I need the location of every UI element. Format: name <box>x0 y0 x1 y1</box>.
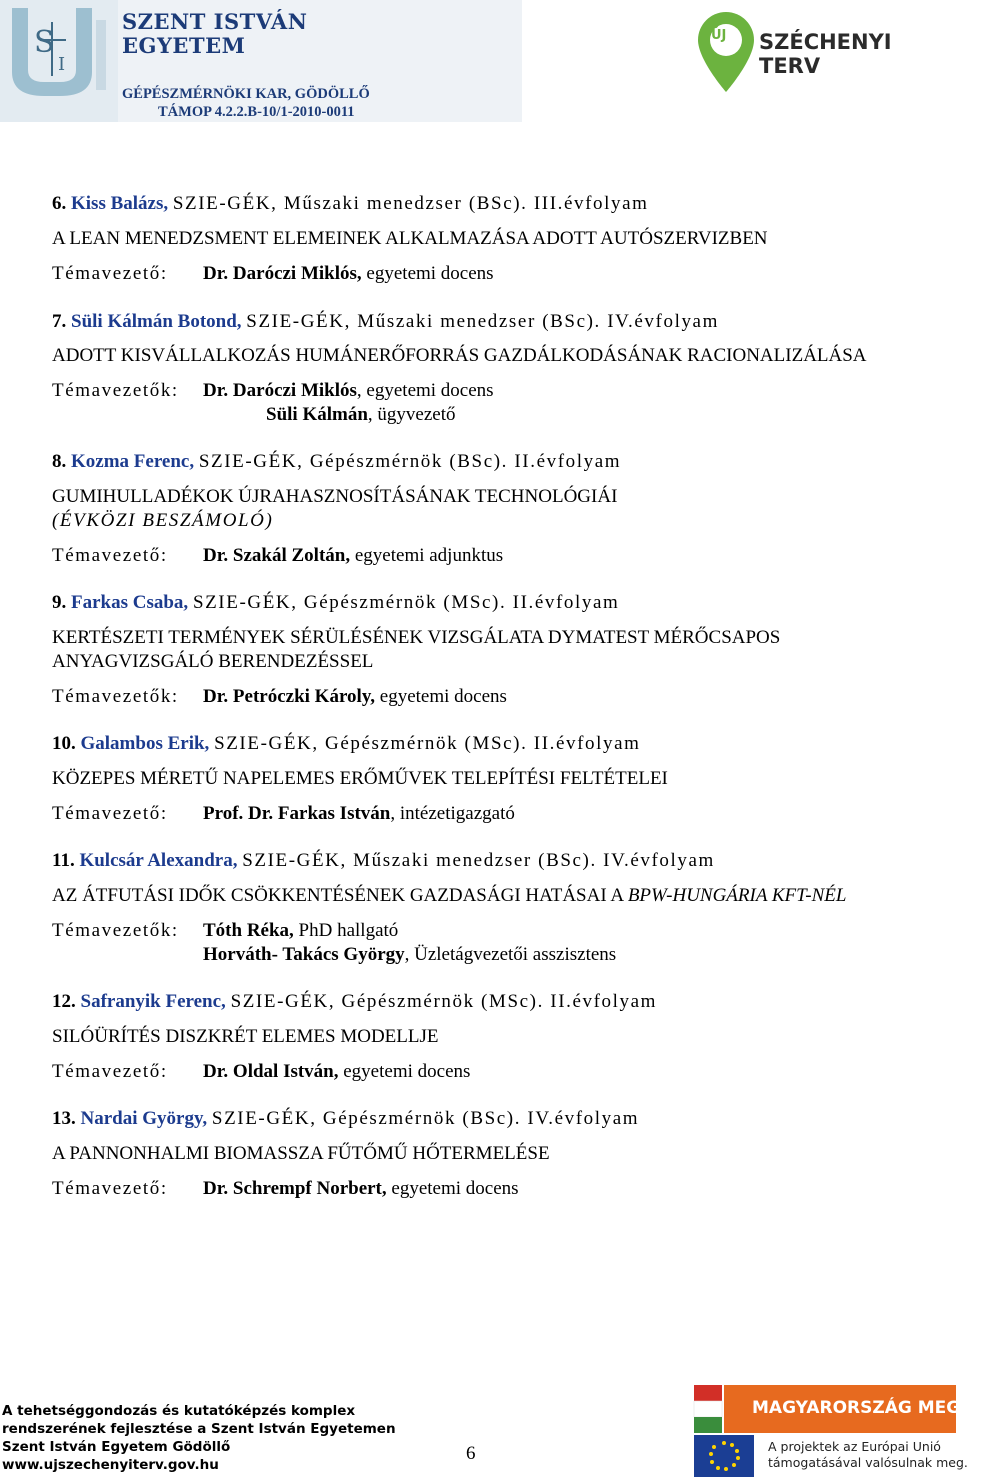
thesis-title <box>52 1026 439 1048</box>
student-name: Nardai György, <box>80 1108 208 1129</box>
supervisor-name: Dr. Oldal István, <box>203 1061 339 1082</box>
student-details: SZIE-GÉK, Gépészmérnök (BSc). II.évfolyam <box>198 451 622 472</box>
student-details: SZIE-GÉK, Műszaki menedzser (BSc). III.évfolyam <box>172 193 649 214</box>
entry-header <box>52 1108 639 1130</box>
thesis-title-company: BPW-HUNGÁRIA KFT-NÉL <box>627 885 847 906</box>
co-supervisor-role: , Üzletágvezetői asszisztens <box>404 944 617 965</box>
entry-header <box>52 451 621 473</box>
magyarorszag-megujul-logo <box>694 1385 1005 1479</box>
supervisor-label: Témavezető: <box>52 545 168 566</box>
entry-header <box>52 193 649 215</box>
footer-line-2: rendszerének fejlesztése a Szent István Egyetemen <box>2 1421 396 1437</box>
thesis-title-text: SILÓÜRÍTÉS DISZKRÉT ELEMES MODELLJE <box>52 1026 439 1047</box>
svg-text:S: S <box>34 25 55 60</box>
thesis-title-text: A PANNONHALMI BIOMASSZA FŰTŐMŰ HŐTERMELÉSE <box>52 1143 550 1164</box>
student-name: Farkas Csaba, <box>71 592 189 613</box>
eu-support-text: A projektek az Európai Unió támogatásával valósulnak meg. <box>768 1439 968 1470</box>
thesis-title <box>52 768 668 790</box>
co-supervisor-line <box>266 404 455 426</box>
mm-banner-text: MAGYARORSZÁG MEGÚJUL <box>752 1398 1005 1418</box>
thesis-title-text: KERTÉSZETI TERMÉNYEK SÉRÜLÉSÉNEK VIZSGÁLATA DYMATEST MÉRŐCSAPOS <box>52 627 781 648</box>
entry-header <box>52 991 657 1013</box>
student-name: Kozma Ferenc, <box>71 451 195 472</box>
student-name: Kulcsár Alexandra, <box>79 850 238 871</box>
supervisor-name: Dr. Daróczi Miklós <box>203 380 357 401</box>
thesis-title <box>52 486 617 508</box>
university-name: SZENT ISTVÁN EGYETEM <box>122 9 308 58</box>
thesis-title <box>52 228 768 250</box>
supervisor-role: egyetemi docens <box>361 263 494 284</box>
entry-header <box>52 850 715 872</box>
supervisor-name: Tóth Réka, <box>203 920 294 941</box>
supervisor-line <box>52 545 503 567</box>
supervisor-role: PhD hallgató <box>293 920 399 941</box>
supervisor-label: Témavezetők: <box>52 686 179 707</box>
supervisor-line <box>52 380 494 402</box>
szechenyi-badge: ÚJ <box>711 28 727 43</box>
supervisor-line <box>52 686 507 708</box>
supervisor-label: Témavezető: <box>52 263 168 284</box>
entry-header <box>52 592 619 614</box>
entry-number: 12. <box>52 991 76 1012</box>
student-details: SZIE-GÉK, Gépészmérnök (MSc). II.évfolyam <box>214 733 641 754</box>
supervisor-line <box>52 920 398 942</box>
page-number: 6 <box>466 1443 476 1464</box>
supervisor-label: Témavezetők: <box>52 920 179 941</box>
thesis-title-line-2: (ÉVKÖZI BESZÁMOLÓ) <box>52 510 274 531</box>
student-details: SZIE-GÉK, Gépészmérnök (MSc). II.évfolyam <box>192 592 620 613</box>
tamop-code: TÁMOP 4.2.2.B-10/1-2010-0011 <box>158 104 355 120</box>
entry-header <box>52 733 641 755</box>
thesis-title <box>52 345 867 367</box>
supervisor-role: egyetemi docens <box>338 1061 471 1082</box>
co-supervisor-line <box>203 944 616 966</box>
supervisor-name: Dr. Schrempf Norbert, <box>203 1178 387 1199</box>
supervisor-name: Dr. Petróczki Károly, <box>203 686 376 707</box>
supervisor-name: Prof. Dr. Farkas István <box>203 803 391 824</box>
entry-number: 13. <box>52 1108 76 1129</box>
thesis-title-text: KÖZEPES MÉRETŰ NAPELEMES ERŐMŰVEK TELEPÍTÉSI FELTÉTELEI <box>52 768 668 789</box>
footer-line-3: Szent István Egyetem Gödöllő <box>2 1439 231 1455</box>
supervisor-name: Dr. Szakál Zoltán, <box>203 545 351 566</box>
co-supervisor-role: , ügyvezető <box>367 404 456 425</box>
entry-number: 7. <box>52 311 67 332</box>
entry-number: 6. <box>52 193 67 214</box>
thesis-title <box>52 1143 550 1165</box>
student-details: SZIE-GÉK, Gépészmérnök (MSc). II.évfolyam <box>230 991 658 1012</box>
faculty-name: GÉPÉSZMÉRNÖKI KAR, GÖDÖLLŐ <box>122 86 370 102</box>
entry-number: 8. <box>52 451 67 472</box>
entry-header <box>52 311 719 333</box>
student-details: SZIE-GÉK, Gépészmérnök (BSc). IV.évfolyam <box>211 1108 640 1129</box>
footer-line-1: A tehetséggondozás és kutatóképzés komplex <box>2 1403 356 1419</box>
supervisor-label: Témavezetők: <box>52 380 179 401</box>
szechenyi-terv-label: SZÉCHENYI TERV <box>759 30 892 78</box>
supervisor-label: Témavezető: <box>52 1061 168 1082</box>
entry-number: 9. <box>52 592 67 613</box>
student-details: SZIE-GÉK, Műszaki menedzser (BSc). IV.évfolyam <box>246 311 719 332</box>
supervisor-label: Témavezető: <box>52 1178 168 1199</box>
supervisor-line <box>52 803 515 825</box>
thesis-title-text: A LEAN MENEDZSMENT ELEMEINEK ALKALMAZÁSA ADOTT AUTÓSZERVIZBEN <box>52 228 768 249</box>
supervisor-role: , intézetigazgató <box>390 803 515 824</box>
thesis-title-text: ADOTT KISVÁLLALKOZÁS HUMÁNERŐFORRÁS GAZDÁLKODÁSÁNAK RACIONALIZÁLÁSA <box>52 345 867 366</box>
supervisor-role: egyetemi docens <box>386 1178 519 1199</box>
supervisor-role: egyetemi adjunktus <box>350 545 504 566</box>
entry-number: 11. <box>52 850 75 871</box>
thesis-title-text: AZ ÁTFUTÁSI IDŐK CSÖKKENTÉSÉNEK GAZDASÁGI HATÁSAI A <box>52 885 628 906</box>
student-name: Galambos Erik, <box>80 733 210 754</box>
supervisor-label: Témavezető: <box>52 803 168 824</box>
student-name: Kiss Balázs, <box>71 193 169 214</box>
supervisor-line <box>52 1061 470 1083</box>
entry-number: 10. <box>52 733 76 754</box>
footer-website[interactable]: www.ujszechenyiterv.gov.hu <box>2 1457 219 1473</box>
thesis-title-text: GUMIHULLADÉKOK ÚJRAHASZNOSÍTÁSÁNAK TECHNOLÓGIÁI <box>52 486 618 507</box>
student-details: SZIE-GÉK, Műszaki menedzser (BSc). IV.évfolyam <box>242 850 715 871</box>
co-supervisor-name: Süli Kálmán <box>266 404 368 425</box>
supervisor-role: , egyetemi docens <box>356 380 494 401</box>
svg-text:I: I <box>58 54 66 75</box>
supervisor-role: egyetemi docens <box>375 686 507 707</box>
supervisor-line <box>52 263 494 285</box>
student-name: Safranyik Ferenc, <box>80 991 226 1012</box>
student-name: Süli Kálmán Botond, <box>71 311 242 332</box>
thesis-title <box>52 627 780 649</box>
thesis-title <box>52 885 846 907</box>
thesis-title-line-2: ANYAGVIZSGÁLÓ BERENDEZÉSSEL <box>52 651 374 672</box>
supervisor-name: Dr. Daróczi Miklós, <box>203 263 362 284</box>
co-supervisor-name: Horváth- Takács György <box>203 944 405 965</box>
supervisor-line <box>52 1178 519 1200</box>
